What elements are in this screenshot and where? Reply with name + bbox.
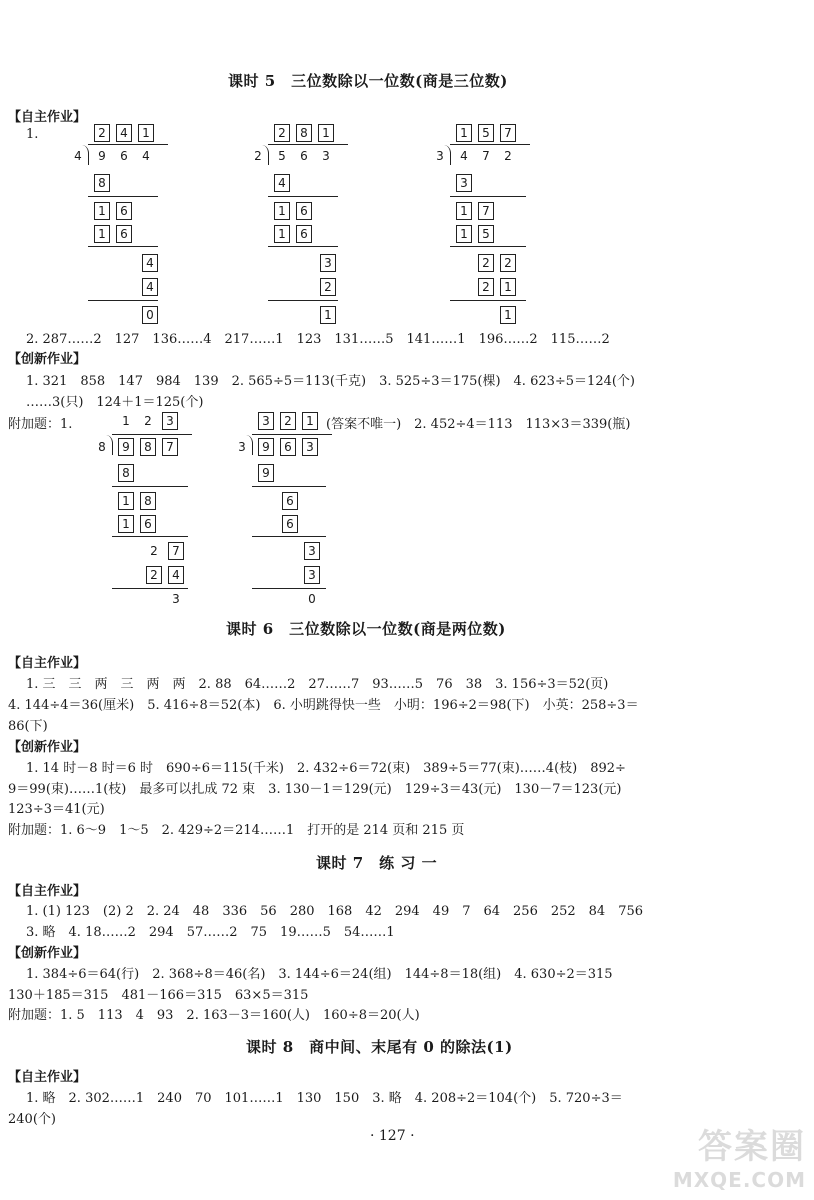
- lesson6-innov-label: 【创新作业】: [8, 740, 87, 755]
- quotient-digit: 1: [456, 124, 472, 142]
- division-bar: [112, 434, 192, 435]
- step-digit: 3: [172, 592, 180, 606]
- step-line: [88, 300, 158, 301]
- step-digit: 1: [500, 306, 516, 324]
- dividend-digit: 5: [278, 149, 286, 163]
- step-digit: 1: [456, 225, 472, 243]
- long-division-3: [436, 122, 640, 322]
- step-digit: 2: [146, 566, 162, 584]
- lesson5-title: 课时 5 三位数除以一位数(商是三位数): [228, 72, 508, 90]
- lesson5-innov-line2: ……3(只) 124＋1＝125(个): [26, 395, 204, 410]
- step-digit: 2: [478, 254, 494, 272]
- step-digit: 4: [168, 566, 184, 584]
- quotient-digit: 1: [138, 124, 154, 142]
- step-digit: 7: [168, 542, 184, 560]
- lesson5-innov-line1: 1. 321 858 147 984 139 2. 565÷5＝113(千克) 3. 525÷3＝175(棵) 4. 623÷5＝124(个): [26, 374, 636, 389]
- step-digit: 3: [304, 566, 320, 584]
- step-digit: 8: [118, 464, 134, 482]
- step-digit: 4: [142, 278, 158, 296]
- step-digit: 1: [94, 225, 110, 243]
- step-digit: 1: [118, 492, 134, 510]
- lesson7-line2: 3. 略 4. 18……2 294 57……2 75 19……5 54……1: [26, 925, 395, 940]
- step-digit: 1: [274, 202, 290, 220]
- dividend-digit: 3: [322, 149, 330, 163]
- lesson6-line2: 4. 144÷4＝36(厘米) 5. 416÷8＝52(本) 6. 小明跳得快一些 小明：196÷2＝98(下) 小英：258÷3＝: [8, 698, 639, 713]
- dividend-digit: 6: [120, 149, 128, 163]
- dividend-digit: 9: [118, 438, 134, 456]
- lesson5-self-label: 【自主作业】: [8, 110, 87, 125]
- dividend-digit: 4: [460, 149, 468, 163]
- lesson7-extra: 附加题：1. 5 113 4 93 2. 163－3＝160(人) 160÷8＝20(人): [8, 1008, 420, 1023]
- step-digit: 3: [304, 542, 320, 560]
- step-digit: 3: [320, 254, 336, 272]
- step-digit: 1: [274, 225, 290, 243]
- divisor: 4: [74, 149, 82, 163]
- step-line: [450, 246, 526, 247]
- lesson7-self-label: 【自主作业】: [8, 884, 87, 899]
- lesson6-title: 课时 6 三位数除以一位数(商是两位数): [226, 620, 506, 638]
- step-line: [450, 300, 526, 301]
- dividend-digit: 2: [504, 149, 512, 163]
- step-digit: 6: [282, 492, 298, 510]
- lesson8-line2: 240(个): [8, 1112, 56, 1127]
- quotient-digit: 8: [296, 124, 312, 142]
- step-digit: 8: [94, 174, 110, 192]
- quotient-digit: 2: [144, 414, 152, 428]
- lesson7-title: 课时 7 练 习 一: [316, 854, 438, 872]
- division-bar: [268, 144, 348, 145]
- lesson7-innov1: 1. 384÷6＝64(行) 2. 368÷8＝46(名) 3. 144÷6＝24(组) 144÷8＝18(组) 4. 630÷2＝315: [26, 967, 613, 982]
- lesson8-self-label: 【自主作业】: [8, 1070, 87, 1085]
- step-line: [268, 196, 338, 197]
- quotient-digit: 5: [478, 124, 494, 142]
- quotient-digit: 3: [258, 412, 274, 430]
- step-digit: 0: [142, 306, 158, 324]
- step-digit: 7: [478, 202, 494, 220]
- division-bracket: [82, 145, 89, 165]
- step-digit: 4: [274, 174, 290, 192]
- step-digit: 2: [500, 254, 516, 272]
- divisor: 2: [254, 149, 262, 163]
- lesson5-q2: 2. 287……2 127 136……4 217……1 123 131……5 141……1 196……2 115……2: [26, 332, 610, 347]
- step-digit: 6: [296, 225, 312, 243]
- step-line: [268, 246, 338, 247]
- division-bar: [88, 144, 168, 145]
- dividend-digit: 4: [142, 149, 150, 163]
- step-line: [88, 246, 158, 247]
- dividend-digit: 7: [482, 149, 490, 163]
- step-line: [112, 588, 188, 589]
- quotient-digit: 2: [280, 412, 296, 430]
- step-digit: 5: [478, 225, 494, 243]
- division-bar: [450, 144, 530, 145]
- step-digit: 2: [320, 278, 336, 296]
- step-digit: 2: [150, 544, 158, 558]
- step-digit: 2: [478, 278, 494, 296]
- step-digit: 4: [142, 254, 158, 272]
- lesson6-innov1: 1. 14 时－8 时＝6 时 690÷6＝115(千米) 2. 432÷6＝72(束) 389÷5＝77(束)……4(枝) 892÷: [26, 761, 626, 776]
- step-digit: 0: [308, 592, 316, 606]
- division-bracket: [262, 145, 269, 165]
- step-digit: 6: [140, 515, 156, 533]
- step-digit: 6: [116, 202, 132, 220]
- quotient-digit: 4: [116, 124, 132, 142]
- dividend-digit: 6: [300, 149, 308, 163]
- step-digit: 1: [94, 202, 110, 220]
- lesson6-line3: 86(下): [8, 719, 48, 734]
- step-digit: 1: [500, 278, 516, 296]
- step-digit: 9: [258, 464, 274, 482]
- watermark-logo: [673, 1119, 806, 1192]
- divisor: 3: [238, 440, 246, 454]
- dividend-digit: 6: [280, 438, 296, 456]
- division-bracket: [246, 435, 253, 455]
- dividend-digit: 8: [140, 438, 156, 456]
- page-number: · 127 ·: [370, 1128, 415, 1144]
- lesson6-innov3: 123÷3＝41(元): [8, 802, 105, 817]
- long-division-5: [238, 410, 442, 610]
- step-line: [268, 300, 338, 301]
- lesson7-innov2: 130＋185＝315 481－166＝315 63×5＝315: [8, 988, 309, 1003]
- lesson6-innov2: 9＝99(束)……1(枝) 最多可以扎成 72 束 3. 130－1＝129(元) 129÷3＝43(元) 130－7＝123(元): [8, 782, 622, 797]
- divisor: 8: [98, 440, 106, 454]
- step-digit: 1: [320, 306, 336, 324]
- step-line: [450, 196, 526, 197]
- step-line: [252, 588, 326, 589]
- lesson7-line1: 1. (1) 123 (2) 2 2. 24 48 336 56 280 168 42 294 49 7 64 256 252 84 756: [26, 904, 644, 919]
- division-bar: [252, 434, 332, 435]
- lesson7-innov-label: 【创新作业】: [8, 946, 87, 961]
- quotient-digit: 1: [122, 414, 130, 428]
- step-digit: 3: [456, 174, 472, 192]
- lesson5-q1-label: 1.: [26, 127, 39, 142]
- lesson6-extra: 附加题：1. 6～9 1～5 2. 429÷2＝214……1 打开的是 214 页和 215 页: [8, 823, 465, 838]
- step-line: [252, 536, 326, 537]
- quotient-digit: 2: [274, 124, 290, 142]
- step-line: [252, 486, 326, 487]
- quotient-digit: 7: [500, 124, 516, 142]
- dividend-digit: 9: [258, 438, 274, 456]
- lesson5-innov-label: 【创新作业】: [8, 352, 87, 367]
- dividend-digit: 3: [302, 438, 318, 456]
- lesson6-line1: 1. 三 三 两 三 两 两 2. 88 64……2 27……7 93……5 76 38 3. 156÷3＝52(页): [26, 677, 609, 692]
- step-digit: 1: [456, 202, 472, 220]
- step-line: [88, 196, 158, 197]
- lesson5-extra-rest: (答案不唯一) 2. 452÷4＝113 113×3＝339(瓶): [326, 417, 631, 432]
- step-digit: 6: [282, 515, 298, 533]
- step-line: [112, 486, 188, 487]
- long-division-2: [254, 122, 458, 322]
- long-division-1: [74, 122, 278, 322]
- quotient-digit: 3: [162, 412, 178, 430]
- step-digit: 8: [140, 492, 156, 510]
- step-digit: 1: [118, 515, 134, 533]
- quotient-digit: 1: [302, 412, 318, 430]
- watermark-line2: MXQE.COM: [672, 1168, 806, 1192]
- division-bracket: [444, 145, 451, 165]
- lesson8-line1: 1. 略 2. 302……1 240 70 101……1 130 150 3. 略 4. 208÷2＝104(个) 5. 720÷3＝: [26, 1091, 623, 1106]
- division-bracket: [106, 435, 113, 455]
- lesson5-extra-label: 附加题：1.: [8, 417, 73, 432]
- lesson6-self-label: 【自主作业】: [8, 656, 87, 671]
- quotient-digit: 2: [94, 124, 110, 142]
- dividend-digit: 7: [162, 438, 178, 456]
- quotient-digit: 1: [318, 124, 334, 142]
- step-line: [112, 536, 188, 537]
- divisor: 3: [436, 149, 444, 163]
- watermark-line1: 答案圈: [698, 1127, 806, 1167]
- step-digit: 6: [116, 225, 132, 243]
- step-digit: 6: [296, 202, 312, 220]
- dividend-digit: 9: [98, 149, 106, 163]
- lesson8-title: 课时 8 商中间、末尾有 0 的除法(1): [246, 1038, 513, 1056]
